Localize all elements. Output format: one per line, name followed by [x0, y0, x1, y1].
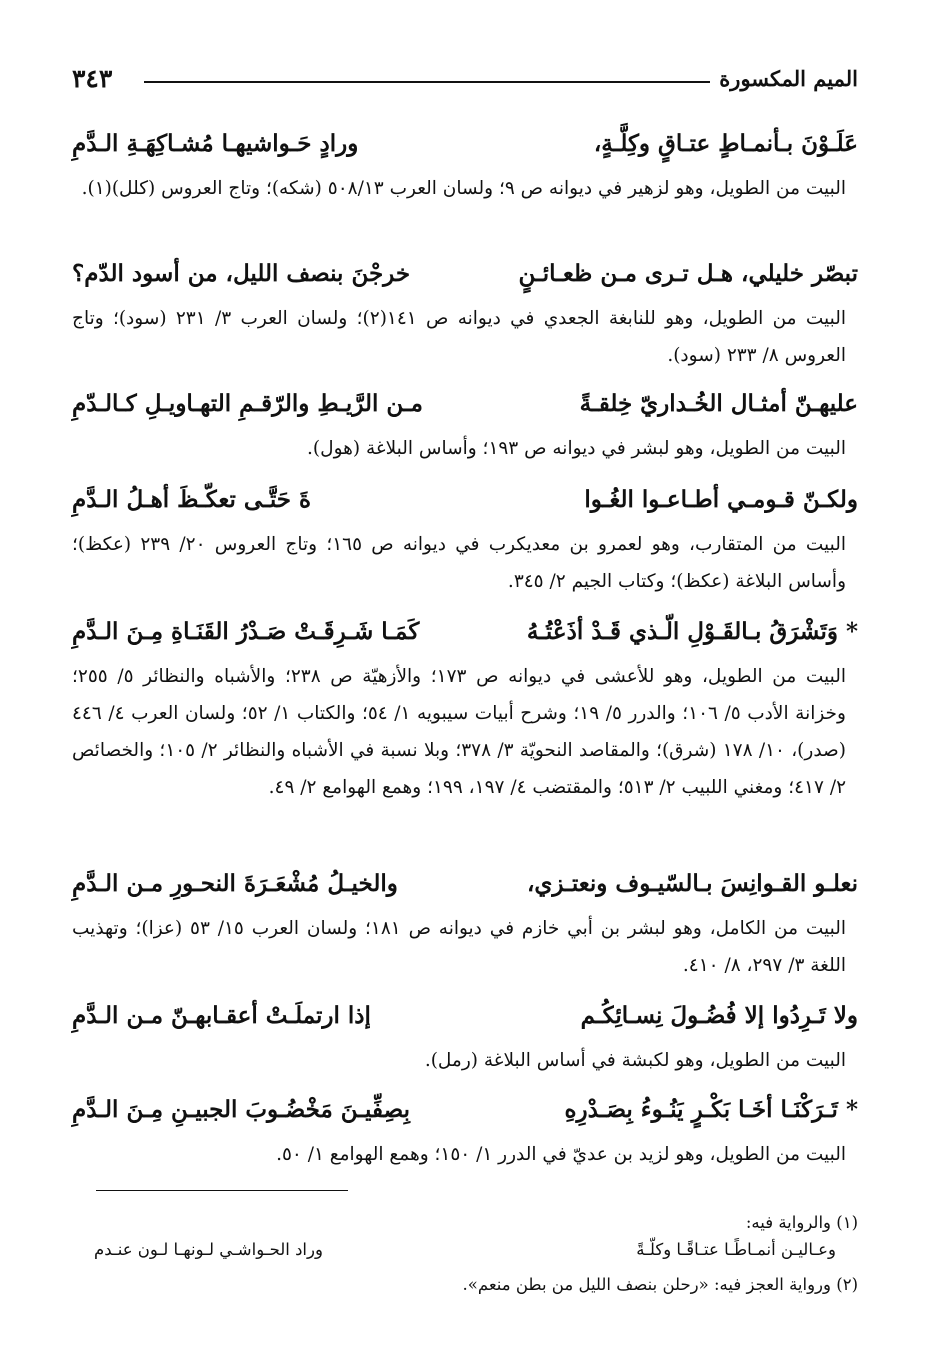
- verse-entry: [72, 1090, 858, 1173]
- running-header: [72, 64, 858, 98]
- footnote-1-hemistich-second: وراد الحـواشـي لـونهـا لـون عنـدم: [94, 1240, 323, 1259]
- page-number: ٣٤٣: [72, 64, 113, 93]
- verse-line: [72, 124, 858, 170]
- hemistich-second: خرجْنَ بنصف الليل، من أسود الدّم؟: [72, 260, 411, 287]
- source-note: البيت من الطويل، وهو لزيد بن عديّ في الدرر ١/ ١٥٠؛ وهمع الهوامع ١/ ٥٠.: [276, 1144, 846, 1165]
- verse-entry: [72, 384, 858, 467]
- hemistich-first: ولا تَـرِدُوا إلا فُضُـولَ نِسـائِكُـم: [580, 1002, 858, 1029]
- hemistich-first: * وَتَشْرَقُ بـالقَـوْلِ الّـذي قَـدْ أذَعْتُـهُ: [526, 618, 858, 645]
- hemistich-second: والخيـلُ مُشْعَـرَةَ النحـورِ مـن الـدَّمِ: [72, 870, 398, 897]
- hemistich-second: إذا ارتملَـتْ أعقـابهـنّ مـن الـدَّمِ: [72, 1002, 371, 1029]
- hemistich-first: * تَـرَكْنَـا أخَـا بَكْـرٍ يَنُـوءُ بِصَـدْرِهِ: [564, 1096, 858, 1123]
- hemistich-second: ةَ حَتَّـى تعكّـظَ أهـلُ الـدَّمِ: [72, 486, 312, 513]
- source-note: البيت من الكامل، وهو لبشر بن أبي خازم في ديوانه ص ١٨١؛ ولسان العرب ١٥/ ٥٣ (عزا)؛ وتهذيب اللغة ٣/ ٢٩٧، ٨/ ٤١٠.: [72, 918, 846, 976]
- verse-entry: [72, 864, 858, 984]
- source-note: البيت من المتقارب، وهو لعمرو بن معديكرب في ديوانه ص ١٦٥؛ وتاج العروس ٢٠/ ٢٣٩ (عكظ)؛ وأساس البلاغة (عكظ)؛ وكتاب الجيم ٢/ ٣٤٥.: [72, 534, 846, 592]
- footnotes: [72, 1208, 858, 1300]
- hemistich-second: كَمَـا شَـرِقَـتْ صَـدْرُ القَنَـاةِ مِـنَ الـدَّمِ: [72, 618, 420, 645]
- verse-entry: [72, 480, 858, 600]
- hemistich-second: ورادٍ حَـواشيهـا مُشـاكِهَـةِ الـدَّمِ: [72, 130, 359, 157]
- verse-line: [72, 480, 858, 526]
- verse-entry: [72, 612, 858, 806]
- source-note: البيت من الطويل، وهو للأعشى في ديوانه ص ١٧٣؛ والأزهيّة ص ٢٣٨؛ والأشباه والنظائر ٥/ ٢٥٥؛ وخزانة الأدب ٥/ ١٠٦؛ والدرر ٥/ ١٩؛ وشرح أبيات سيبويه ١/ ٥٤؛ والكتاب ١/ ٥٢؛ ولسان العرب ٤/ ٤٤٦ (صدر)، ١٠/ ١٧٨ (شرق)؛ والمقاصد النحويّة ٣/ ٣٧٨؛ وبلا نسبة في الأشباه والنظائر ٢/ ١٠٥؛ والخصائص ٢/ ٤١٧؛ ومغني اللبيب ٢/ ٥١٣؛ والمقتضب ٤/ ١٩٧، ١٩٩؛ وهمع الهوامع ٢/ ٤٩.: [72, 666, 846, 798]
- footnote-separator: [96, 1190, 348, 1191]
- source-note: البيت من الطويل، وهو لبشر في ديوانه ص ١٩٣؛ وأساس البلاغة (هول).: [307, 438, 846, 459]
- verse-line: [72, 996, 858, 1042]
- hemistich-second: مـن الرَّيـطِ والرّقـمِ التهـاويـلِ كـالـدّمِ: [72, 390, 423, 417]
- header-rule: [144, 81, 710, 83]
- verse-line: [72, 1090, 858, 1136]
- hemistich-first: عليهـنّ أمثـال الخُـداريّ خِلقـةً: [579, 390, 858, 417]
- source-note: البيت من الطويل، وهو لزهير في ديوانه ص ٩؛ ولسان العرب ٥٠٨/١٣ (شكه)؛ وتاج العروس (كلل)(١).: [81, 178, 846, 199]
- verse-line: [72, 612, 858, 658]
- chapter-title: الميم المكسورة: [719, 66, 858, 91]
- verse-line: [72, 864, 858, 910]
- source-note: البيت من الطويل، وهو لكبشة في أساس البلاغة (رمل).: [424, 1050, 846, 1071]
- footnote-1-verse: [72, 1238, 858, 1270]
- source-note: البيت من الطويل، وهو للنابغة الجعدي في ديوانه ص ١٤١(٢)؛ ولسان العرب ٣/ ٢٣١ (سود)؛ وتاج العروس ٨/ ٢٣٣ (سود).: [72, 308, 846, 366]
- verse-line: [72, 384, 858, 430]
- footnote-1-intro: (١) والرواية فيه:: [745, 1213, 858, 1232]
- hemistich-second: بِصِفِّيـنَ مَخْضُـوبَ الجبيـنِ مِـنَ الـدَّمِ: [72, 1096, 410, 1123]
- hemistich-first: نعلـو القـوانِسَ بـالسّيـوف ونعتـزي،: [527, 870, 858, 897]
- hemistich-first: ولكـنّ قـومـي أطـاعـوا الغُـوا: [584, 486, 858, 513]
- verse-entry: [72, 996, 858, 1079]
- verse-entry: [72, 124, 858, 207]
- verse-line: [72, 254, 858, 300]
- footnote-1-hemistich-first: وعـاليـن أنمـاطًـا عتـاقًـا وكلّـةً: [636, 1240, 836, 1259]
- verse-entry: [72, 254, 858, 374]
- hemistich-first: تبصّر خليلي، هـل تـرى مـن ظعـائـنٍ: [518, 260, 858, 287]
- hemistich-first: عَلَـوْنَ بـأنمـاطٍ عتـاقٍ وكِلَّـةٍ،: [593, 130, 858, 157]
- footnote-2: (٢) ورواية العجز فيه: «رحلن بنصف الليل من بطن منعم».: [462, 1275, 858, 1294]
